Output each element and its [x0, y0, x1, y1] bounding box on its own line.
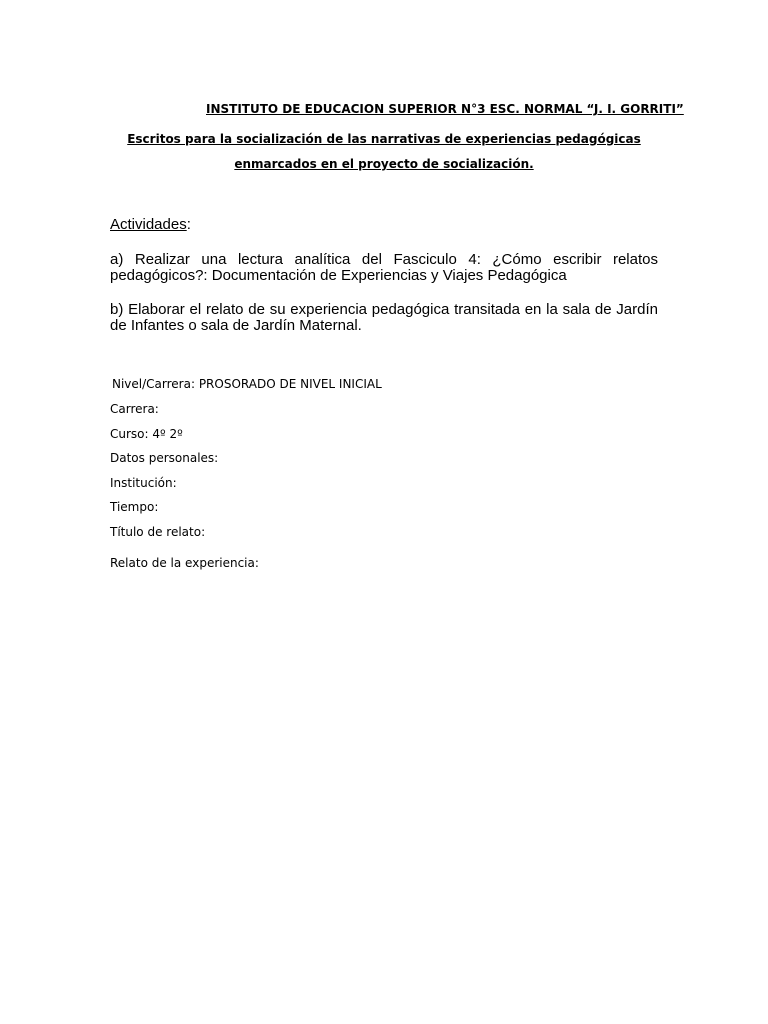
- activities-heading: [110, 216, 191, 233]
- document-subtitle: Escritos para la socialización de las narrativas de experiencias pedagógicas enmarcados en el proyecto de socialización.: [127, 132, 641, 171]
- activities-heading-label: Actividades: [110, 216, 187, 233]
- field-institucion: Institución:: [110, 476, 177, 490]
- field-carrera: Carrera:: [110, 402, 159, 416]
- activity-item-b: b) Elaborar el relato de su experiencia pedagógica transitada en la sala de Jardín de Infantes o sala de Jardín Maternal.: [110, 301, 658, 334]
- field-titulo-relato: Título de relato:: [110, 525, 206, 539]
- activities-heading-colon: :: [186, 216, 191, 233]
- field-relato-experiencia: Relato de la experiencia:: [110, 556, 259, 570]
- field-tiempo: Tiempo:: [110, 500, 159, 514]
- field-curso: Curso: 4º 2º: [110, 427, 183, 441]
- field-nivel-carrera: Nivel/Carrera: PROSORADO DE NIVEL INICIAL: [112, 377, 382, 391]
- field-datos-personales: Datos personales:: [110, 451, 219, 465]
- activity-item-a: a) Realizar una lectura analítica del Fasciculo 4: ¿Cómo escribir relatos pedagógicos?: Documentación de Experiencias y Viajes Pedagógica: [110, 251, 658, 284]
- institution-title: INSTITUTO DE EDUCACION SUPERIOR N°3 ESC. NORMAL “J. I. GORRITI”: [206, 102, 684, 116]
